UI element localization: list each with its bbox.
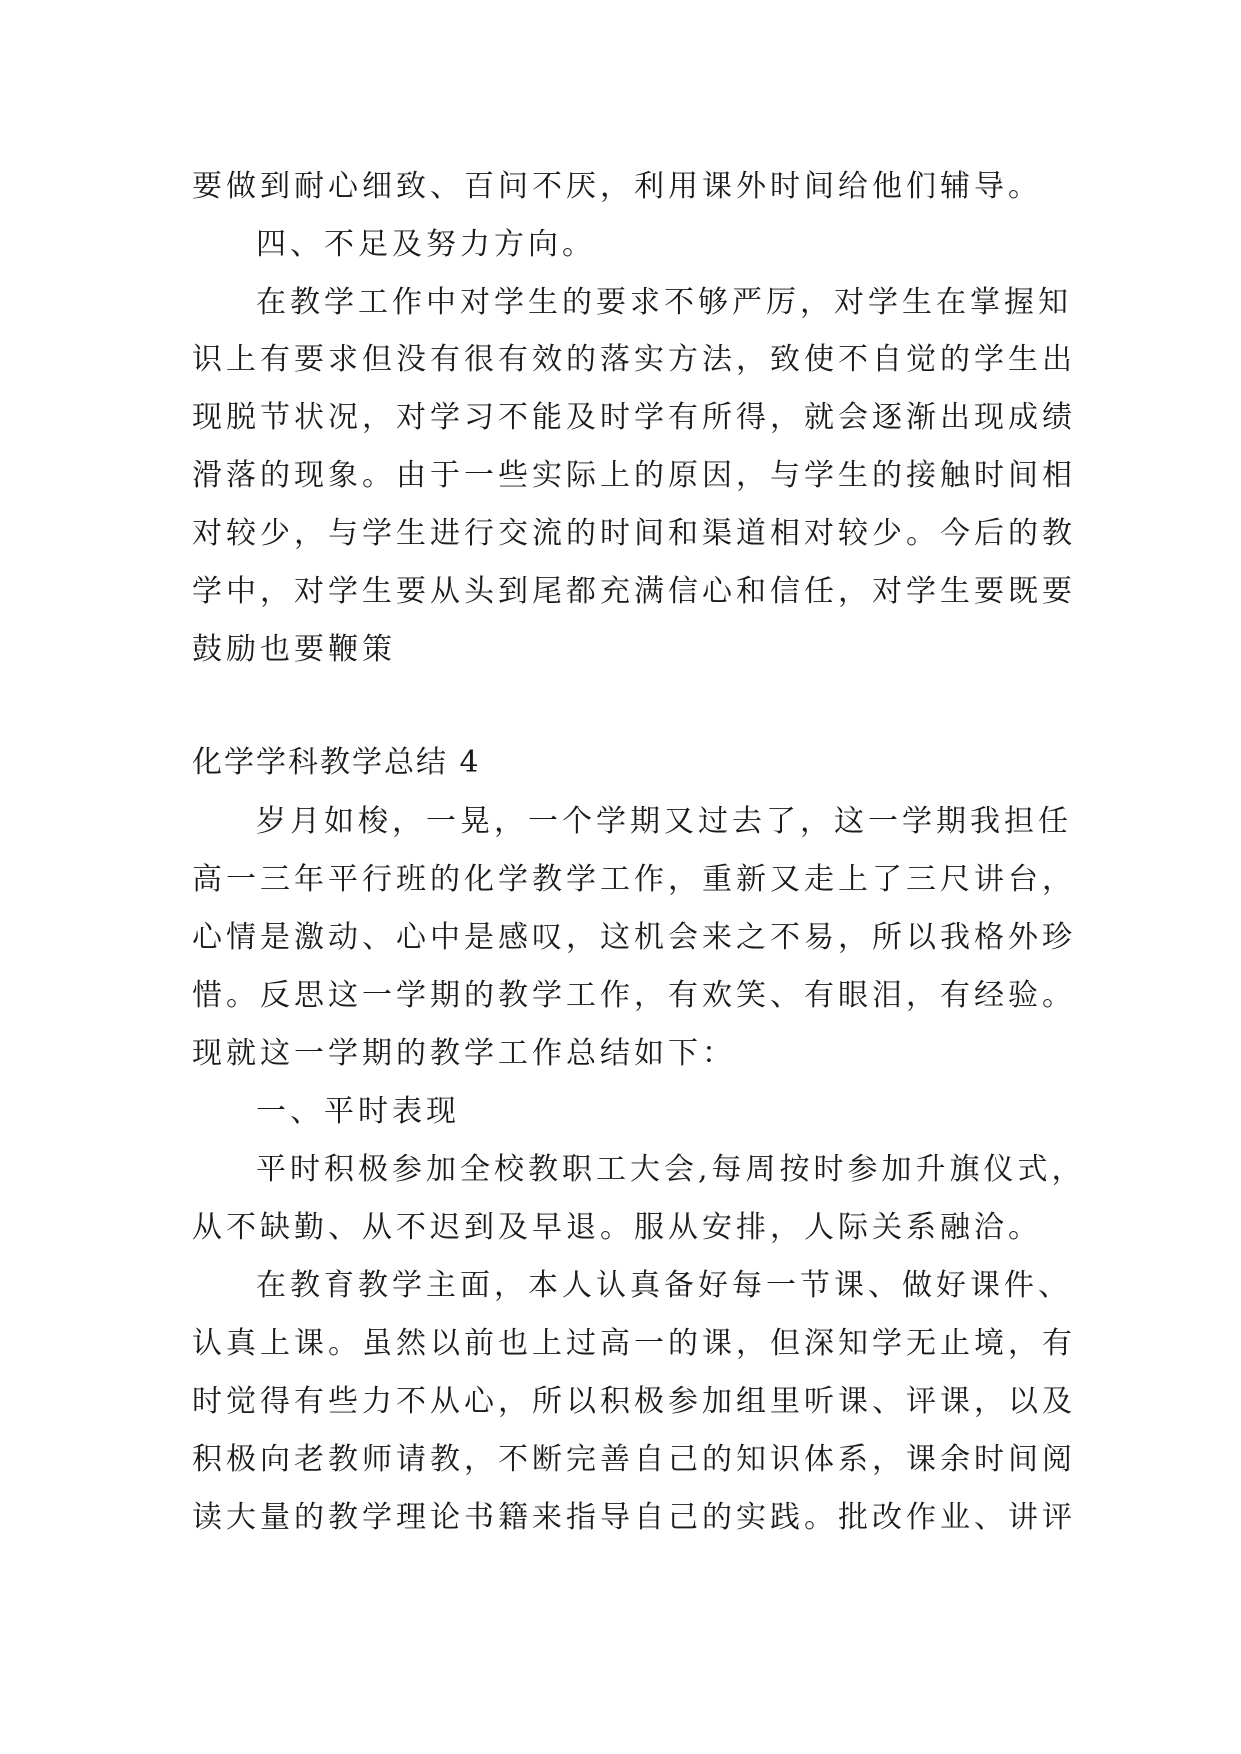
body-text-line: 要做到耐心细致、百问不厌，利用课外时间给他们辅导。 [192, 169, 1042, 204]
body-text-line: 平时积极参加全校教职工大会,每周按时参加升旗仪式， [256, 1152, 1086, 1187]
body-text-line: 心情是激动、心中是感叹，这机会来之不易，所以我格外珍 [192, 920, 1076, 955]
body-text-line: 鼓励也要鞭策 [192, 632, 396, 667]
body-text-line: 读大量的教学理论书籍来指导自己的实践。批改作业、讲评 [192, 1500, 1076, 1535]
body-text-line: 从不缺勤、从不迟到及早退。服从安排，人际关系融洽。 [192, 1210, 1042, 1245]
body-text-line: 在教育教学主面，本人认真备好每一节课、做好课件、 [256, 1268, 1072, 1303]
body-text-line: 积极向老教师请教，不断完善自己的知识体系，课余时间阅 [192, 1442, 1076, 1477]
section-heading-shortcomings: 四、不足及努力方向。 [256, 227, 596, 262]
body-text-line: 识上有要求但没有很有效的落实方法，致使不自觉的学生出 [192, 342, 1076, 377]
body-text-line: 高一三年平行班的化学教学工作，重新又走上了三尺讲台， [192, 862, 1076, 897]
body-text-line: 在教学工作中对学生的要求不够严厉，对学生在掌握知 [256, 285, 1072, 320]
body-text-line: 滑落的现象。由于一些实际上的原因，与学生的接触时间相 [192, 458, 1076, 493]
document-title: 化学学科教学总结 4 [192, 745, 481, 780]
body-text-line: 现脱节状况，对学习不能及时学有所得，就会逐渐出现成绩 [192, 400, 1076, 435]
body-text-line: 对较少，与学生进行交流的时间和渠道相对较少。今后的教 [192, 516, 1076, 551]
section-heading-daily-performance: 一、平时表现 [256, 1094, 460, 1129]
body-text-line: 学中，对学生要从头到尾都充满信心和信任，对学生要既要 [192, 574, 1076, 609]
body-text-line: 现就这一学期的教学工作总结如下： [192, 1036, 736, 1071]
body-text-line: 惜。反思这一学期的教学工作，有欢笑、有眼泪，有经验。 [192, 978, 1076, 1013]
body-text-line: 岁月如梭，一晃，一个学期又过去了，这一学期我担任 [256, 804, 1072, 839]
body-text-line: 认真上课。虽然以前也上过高一的课，但深知学无止境，有 [192, 1326, 1076, 1361]
body-text-line: 时觉得有些力不从心，所以积极参加组里听课、评课，以及 [192, 1384, 1076, 1419]
